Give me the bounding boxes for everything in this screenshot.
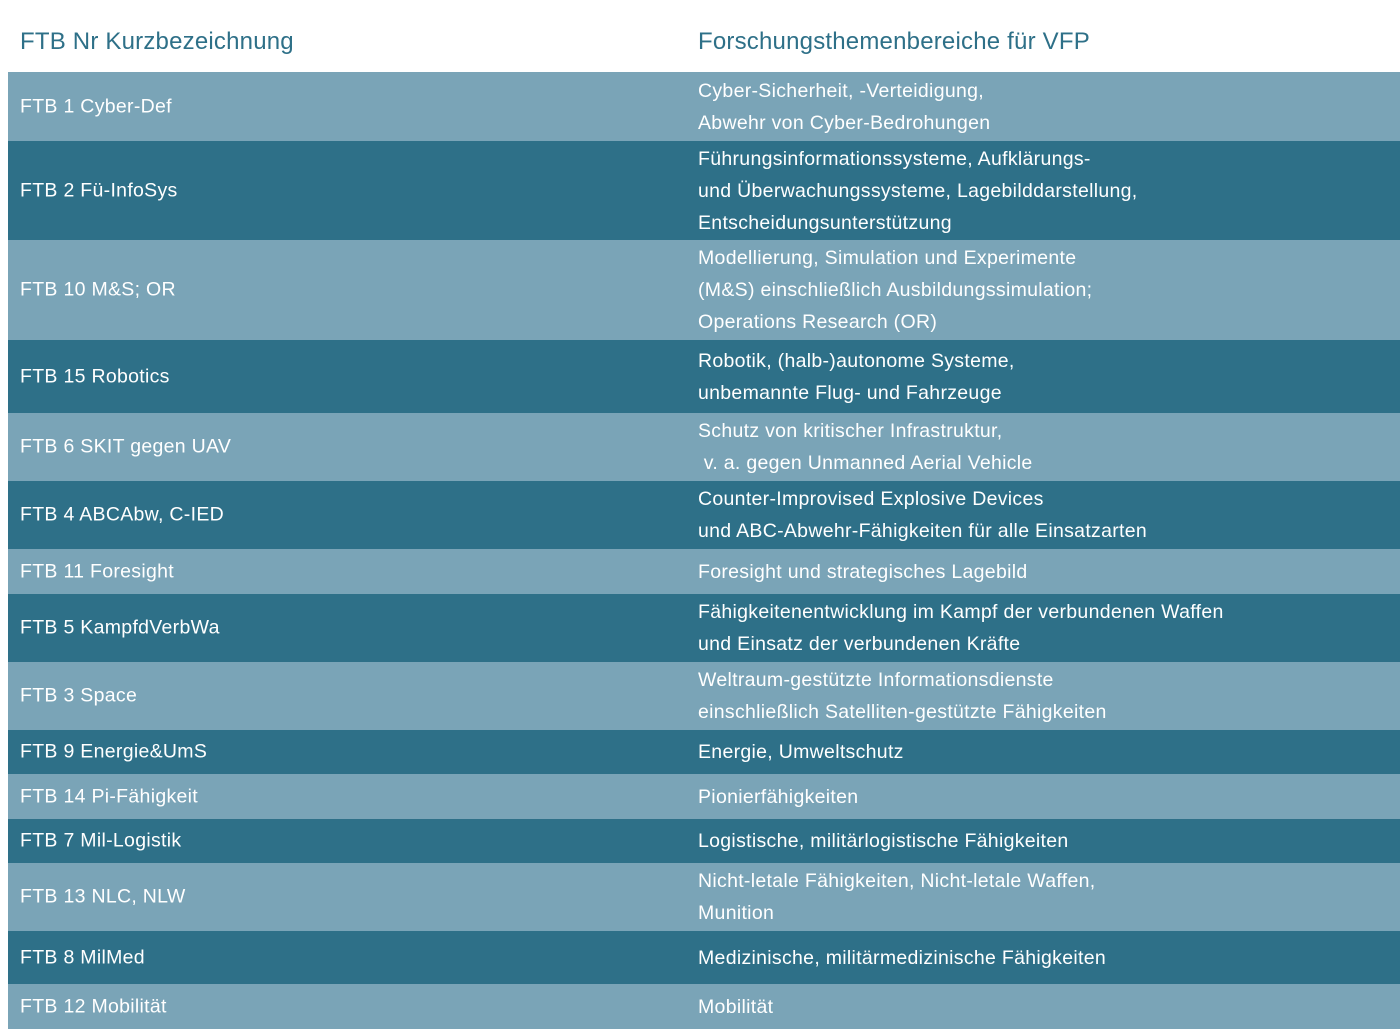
table-header bbox=[8, 0, 1400, 72]
row-label: FTB 13 NLC, NLW bbox=[20, 885, 186, 908]
table-row bbox=[8, 72, 1400, 141]
header-col-topics: Forschungsthemenbereiche für VFP bbox=[698, 28, 1090, 55]
row-description: Schutz von kritischer Infrastruktur, v. a. gegen Unmanned Aerial Vehicle bbox=[698, 420, 1033, 474]
row-description: Cyber-Sicherheit, -Verteidigung, Abwehr von Cyber-Bedrohungen bbox=[698, 79, 991, 134]
table-row bbox=[8, 240, 1400, 340]
row-label: FTB 4 ABCAbw, C-IED bbox=[20, 503, 225, 526]
table-row bbox=[8, 863, 1400, 931]
row-description: Weltraum-gestützte Informationsdienste einschließlich Satelliten-gestützte Fähigkeiten bbox=[698, 669, 1107, 723]
table-row bbox=[8, 594, 1400, 662]
table-row bbox=[8, 984, 1400, 1029]
row-label: FTB 14 Pi-Fähigkeit bbox=[20, 785, 199, 807]
row-label: FTB 8 MilMed bbox=[20, 946, 145, 968]
row-description: Fähigkeitenentwicklung im Kampf der verbundenen Waffen und Einsatz der verbundenen Kräfte bbox=[698, 601, 1224, 655]
row-description: Modellierung, Simulation und Experimente (M&S) einschließlich Ausbildungssimulation; Operations Research (OR) bbox=[698, 247, 1093, 333]
table-row bbox=[8, 340, 1400, 413]
row-label: FTB 3 Space bbox=[20, 684, 138, 707]
row-label: FTB 5 KampfdVerbWa bbox=[20, 616, 220, 639]
row-description: Führungsinformationssysteme, Aufklärungs- und Überwachungssysteme, Lagebilddarstellung, Entscheidungsunterstützung bbox=[698, 147, 1138, 234]
row-description: Medizinische, militärmedizinische Fähigkeiten bbox=[698, 946, 1106, 969]
row-description: Pionierfähigkeiten bbox=[698, 785, 859, 808]
row-description: Robotik, (halb-)autonome Systeme, unbemannte Flug- und Fahrzeuge bbox=[698, 349, 1015, 404]
row-description: Mobilität bbox=[698, 995, 774, 1018]
row-description: Foresight und strategisches Lagebild bbox=[698, 560, 1028, 583]
row-label: FTB 11 Foresight bbox=[20, 560, 174, 582]
row-label: FTB 10 M&S; OR bbox=[20, 278, 176, 301]
row-description: Counter-Improvised Explosive Devices und ABC-Abwehr-Fähigkeiten für alle Einsatzarten bbox=[698, 488, 1148, 542]
row-label: FTB 15 Robotics bbox=[20, 365, 170, 387]
table-row bbox=[8, 141, 1400, 240]
table-row bbox=[8, 819, 1400, 863]
table-row bbox=[8, 481, 1400, 549]
table-row bbox=[8, 413, 1400, 481]
row-label: FTB 2 Fü-InfoSys bbox=[20, 179, 178, 201]
row-description: Nicht-letale Fähigkeiten, Nicht-letale Waffen, Munition bbox=[698, 870, 1096, 924]
row-description: Energie, Umweltschutz bbox=[698, 741, 904, 763]
row-label: FTB 6 SKIT gegen UAV bbox=[20, 435, 232, 458]
table-row bbox=[8, 931, 1400, 984]
row-label: FTB 12 Mobilität bbox=[20, 995, 167, 1017]
table-row bbox=[8, 549, 1400, 594]
table-row bbox=[8, 730, 1400, 774]
row-label: FTB 9 Energie&UmS bbox=[20, 740, 208, 763]
table-row bbox=[8, 774, 1400, 819]
ftb-table bbox=[8, 72, 1400, 1029]
table-row bbox=[8, 662, 1400, 730]
row-description: Logistische, militärlogistische Fähigkeiten bbox=[698, 830, 1069, 852]
row-label: FTB 7 Mil-Logistik bbox=[20, 829, 182, 852]
header-col-ftb-nr: FTB Nr Kurzbezeichnung bbox=[20, 28, 294, 55]
row-label: FTB 1 Cyber-Def bbox=[20, 95, 172, 117]
